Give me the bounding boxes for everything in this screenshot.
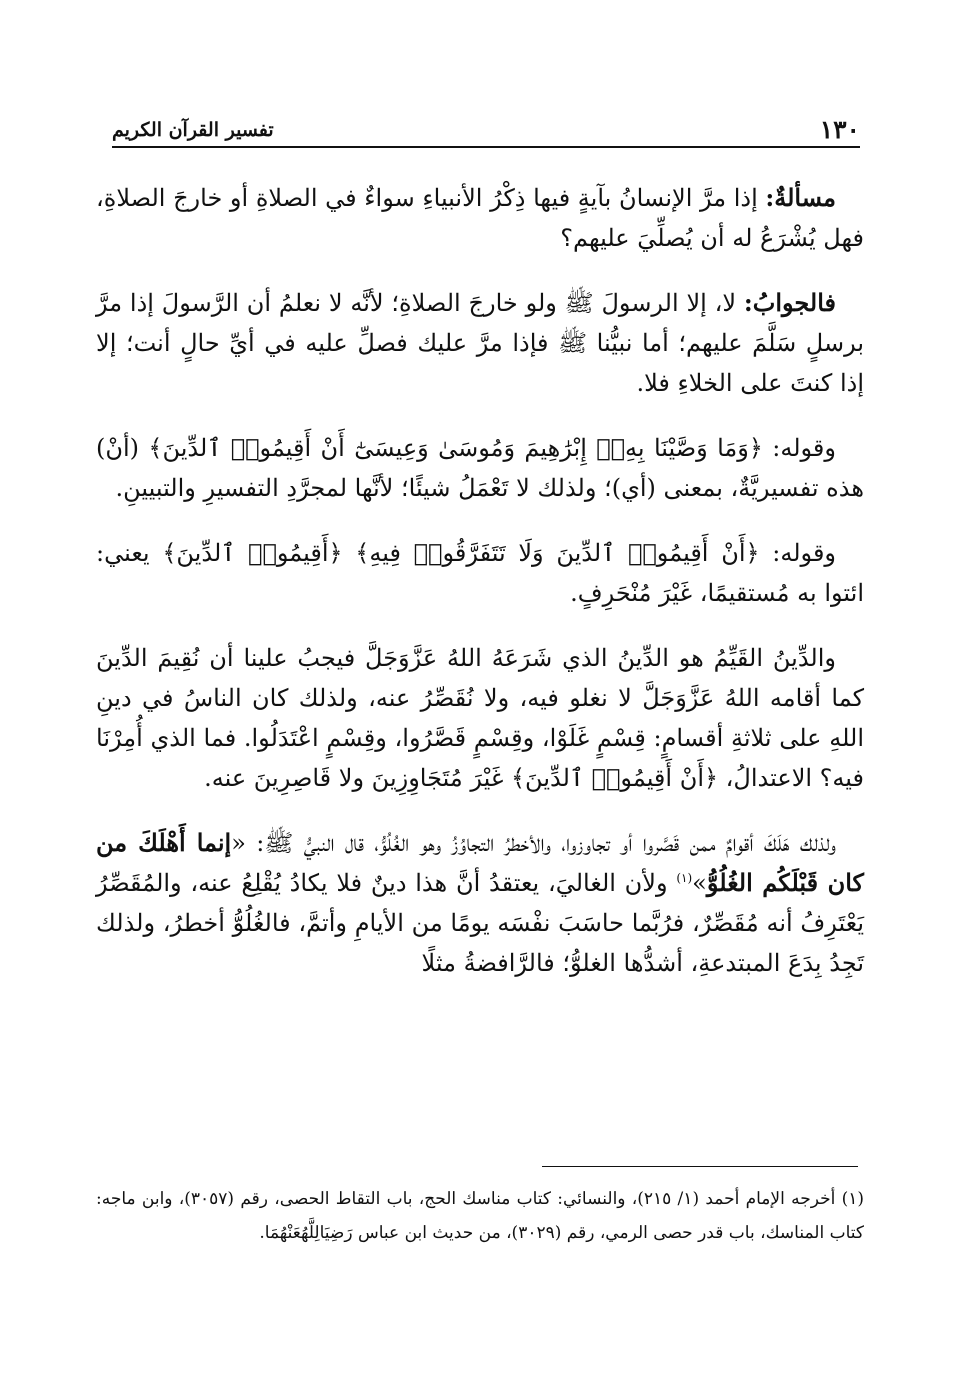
footnote-reference[interactable]: (١) xyxy=(676,871,693,885)
paragraph-text: ولأن الغاليَ، يعتقدُ أنَّ هذا دينٌ فلا يكادُ يُقْلِعُ عنه، والمُقَصِّرُ يَعْتَرِفُ أنه مُقَصِّرٌ، فرُبَّما حاسَبَ نفْسَه يومًا من الأيامِ وأتمَّ، فالغُلُوُّ أخطرُ، ولذلك تَجِدُ بِدَعَ المبتدعةِ، أشدُّها الغلوُّ؛ فالرَّافضةُ مثلًا xyxy=(96,869,864,977)
paragraph-lead: وقوله: xyxy=(772,539,837,567)
paragraph-text: يعني: ائتوا به مُستقيمًا، غَيْرَ مُنْحَرِفٍ. xyxy=(96,539,864,607)
paragraph-text: ولذلك هَلَكَ أقوامٌ ممن قَصَّروا أو تجاوزوا، والأخطرُ التجاوُزُ وهو الغُلُوُّ، قال النبيُّ ﷺ: « xyxy=(231,829,836,857)
paragraph-verse-commentary xyxy=(96,533,864,613)
paragraph-question xyxy=(96,178,864,258)
footnote-text: (١) أخرجه الإمام أحمد (١/ ٢١٥)، والنسائي: كتاب مناسك الحج، باب التقاط الحصى، رقم (٣٠٥٧)، وابن ماجه: كتاب المناسك، باب قدر حصى الرمي، رقم (٣٠٢٩)، من حديث ابن عباس رَضِيَالِلَّهُعَنْهُمَا. xyxy=(96,1189,864,1243)
paragraph-verse-commentary xyxy=(96,428,864,508)
paragraph-text: لا، إلا الرسولَ ﷺ ولو خارجَ الصلاةِ؛ لأنَّه لا نعلمُ أن الرَّسولَ إذا مرَّ برسلٍ سَلَّمَ عليهم؛ أما نبيُّنا ﷺ فإذا مرَّ عليك فصلِّ عليه في أيِّ حالٍ أنت؛ إلا إذا كنتَ على الخلاءِ فلا. xyxy=(96,289,864,397)
paragraph-text: والدِّينُ القَيِّمُ هو الدِّينُ الذي شَرَعَهُ اللهُ عَزَّوَجَلَّ فيجبُ علينا أن نُقِيمَ الدِّينَ كما أقامه اللهُ عَزَّوَجَلَّ لا نغلو فيه، ولا نُقَصِّرُ عنه، ولذلك كان الناسُ في دينِ اللهِ على ثلاثةِ أقسامٍ: قِسْمٍ غَلَوْا، وقِسْمٍ قَصَّرُوا، وقِسْمٍ اعْتَدَلُوا. فما الذي أُمِرْنَا فيه؟ الاعتدالُ، ﴿أَنْ أَقِيمُوا۟ ٱلدِّينَ﴾ غَيْرَ مُتَجَاوِزِينَ ولا قَاصِرِينَ عنه. xyxy=(96,644,864,792)
body-text xyxy=(96,178,864,983)
running-header xyxy=(112,108,860,142)
paragraph-religion xyxy=(96,638,864,798)
paragraph-text: (أنْ) هذه تفسيريَّةٌ، بمعنى (أي)؛ ولذلك لا تَعْمَلُ شيئًا؛ لأنَّها لمجرَّدِ التفسيرِ والتبيينِ. xyxy=(96,434,864,502)
paragraph-text: » xyxy=(692,869,707,897)
paragraph-answer xyxy=(96,283,864,403)
paragraph-lead: فالجوابُ: xyxy=(743,288,836,317)
paragraph-text: إذا مرَّ الإنسانُ بآيةٍ فيها ذِكْرُ الأنبياءِ سواءٌ في الصلاةِ أو خارجَ الصلاةِ، فهل يُشْرَعُ له أن يُصلِّيَ عليهم؟ xyxy=(96,184,864,252)
running-title: تفسير القرآن الكريم xyxy=(112,119,274,141)
page-number: ١٣٠ xyxy=(819,115,860,144)
hadith-quote: إنما أَهْلَكَ من كان قَبْلَكُم الغُلُوُّ xyxy=(96,828,864,897)
paragraph-lead: مسألةٌ: xyxy=(765,183,836,212)
header-rule xyxy=(112,146,860,148)
footnote xyxy=(96,1182,864,1250)
paragraph-extremism xyxy=(96,823,864,983)
quran-verse: ﴿وَمَا وَصَّيْنَا بِهِۦٓ إِبْرَٰهِيمَ وَمُوسَىٰ وَعِيسَىٰٓ أَنْ أَقِيمُوا۟ ٱلدِّينَ﴾ xyxy=(148,434,773,462)
paragraph-lead: وقوله: xyxy=(772,434,836,462)
quran-verse: ﴿أَنْ أَقِيمُوا۟ ٱلدِّينَ وَلَا تَتَفَرَّقُوا۟ فِيهِ﴾ ﴿أَقِيمُوا۟ ٱلدِّينَ﴾ xyxy=(162,539,773,567)
footnote-rule xyxy=(542,1166,858,1167)
